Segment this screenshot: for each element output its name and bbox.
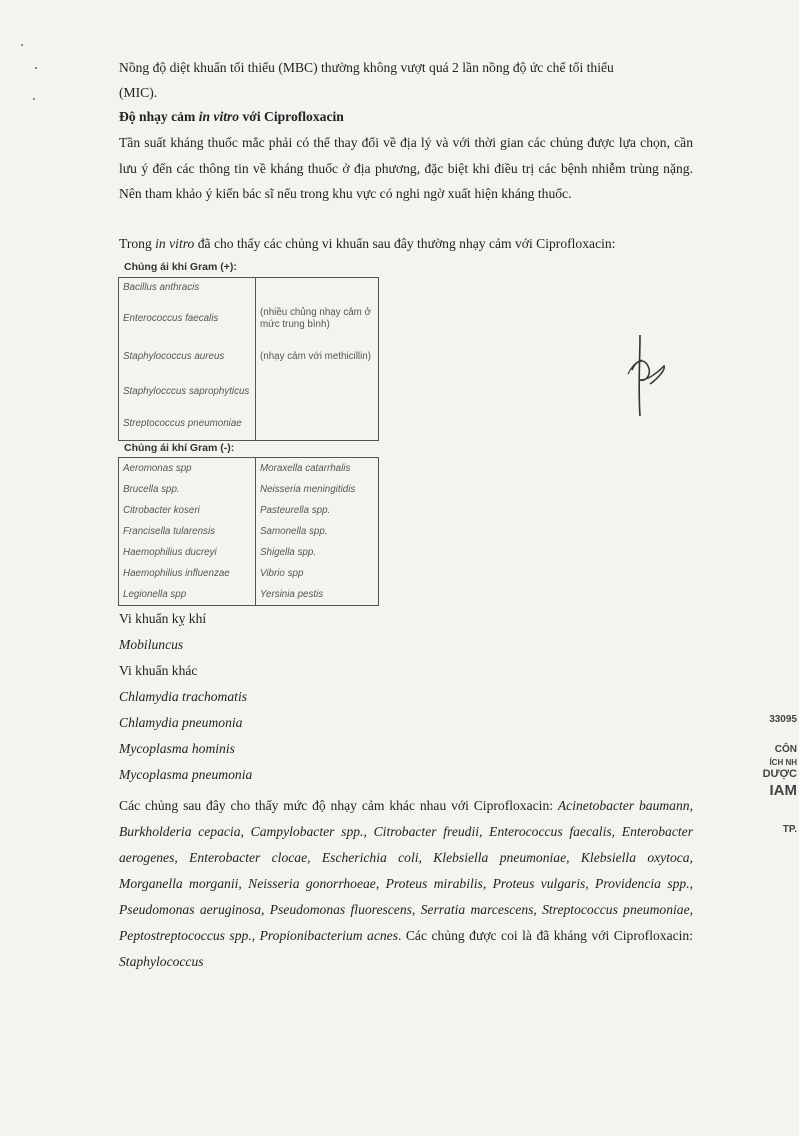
margin-mark [33,98,35,100]
species-last: Staphylococcus [119,954,204,969]
species-cell: Enterococcus faecalis [119,299,256,339]
heading-text-end: với Ciprofloxacin [239,109,344,124]
signature-mark [622,330,682,420]
table-row [119,339,379,375]
gram-positive-table [118,277,379,441]
anaerobe-item: Mobiluncus [119,637,184,652]
species-cell: Staphylocccus saprophyticus [119,375,256,409]
species-cell: Legionella spp [119,584,256,606]
species-cell: Aeromonas spp [119,458,256,480]
species-cell: Pasteurella spp. [260,504,331,516]
gram-negative-caption: Chủng ái khí Gram (-): [124,442,235,454]
species-cell: Vibrio spp [260,567,304,579]
section-heading [119,109,344,125]
note-cell [256,375,379,409]
mbc-sentence-end: (MIC). [119,85,158,100]
table-row [119,409,379,441]
species-cell: Brucella spp. [119,479,256,500]
species-cell: Bacillus anthracis [119,278,256,299]
intro-text-end: đã cho thấy các chủng vi khuẩn sau đây thường nhạy cảm với Ciprofloxacin: [194,236,616,251]
resistance-paragraph: Tần suất kháng thuốc mắc phải có thể thay đổi về địa lý và với thời gian các chủng được lựa chọn, cần lưu ý đến các thông tin về kháng thuốc ở địa phương, đặc biệt khi điều trị các bệnh nhiễm trùng nặng. Nên tham khảo ý kiến bác sĩ nếu trong khu vực có nghi ngờ xuất hiện kháng thuốc. [119,135,693,201]
stamp-text: IAM [769,782,797,799]
species-list: Acinetobacter baumann, Burkholderia cepacia, Campylobacter spp., Citrobacter freudii, Enterococcus faecalis, Enterobacter aerogenes, Enterobacter clocae, Escherichia coli, Klebsiella pneumoniae, Klebsiella oxytoca, Morganella morganii, Neisseria gonorrhoeae, Proteus mirabilis, Proteus vulgaris, Providencia spp., Pseudomonas aeruginosa, Pseudomonas fluorescens, Serratia marcescens, Streptococcus pneumoniae, Peptostreptococcus spp., Propionibacterium acnes [119,798,693,943]
species-cell: Samonella spp. [260,525,328,537]
para-text: Các chủng sau đây cho thấy mức độ nhạy cảm khác nhau với Ciprofloxacin: [119,798,558,813]
other-item: Mycoplasma pneumonia [119,767,253,782]
stamp-text: ÍCH NH [769,758,797,767]
stamp-text: 33095 [769,714,797,725]
note-cell [256,409,379,441]
other-item: Chlamydia trachomatis [119,689,248,704]
stamp-fragment [761,706,799,896]
intro-text: Trong [119,236,156,251]
in-vitro-intro [119,236,615,252]
other-item: Chlamydia pneumonia [119,715,243,730]
note-cell [256,278,379,299]
table-row [119,521,379,542]
variable-sensitivity-paragraph [119,793,693,975]
species-cell: Streptococcus pneumoniae [119,409,256,441]
table-row [119,458,379,480]
para-text-mid: . Các chủng được coi là đã kháng với Ciprofloxacin: [397,928,693,943]
mbc-sentence: Nồng độ diệt khuẩn tối thiểu (MBC) thường không vượt quá 2 lần nồng độ ức chế tối thiểu [119,60,614,75]
table-row [119,563,379,584]
species-cell: Haemophilius influenzae [119,563,256,584]
table-row [119,500,379,521]
other-item: Mycoplasma hominis [119,741,235,756]
heading-italic: in vitro [198,109,240,124]
table-row [119,278,379,299]
species-cell: Haemophilius ducreyi [119,542,256,563]
stamp-text: DƯỢC [762,768,797,780]
margin-mark [35,67,37,69]
heading-text: Độ nhạy cảm [119,109,199,124]
margin-mark [21,44,23,46]
species-cell: Citrobacter koseri [119,500,256,521]
stamp-text: CÔN [774,744,797,755]
table-row [119,584,379,606]
species-cell: Neisseria meningitidis [260,483,356,495]
other-heading: Vi khuẩn khác [119,663,198,678]
species-cell: Shigella spp. [260,546,317,558]
table-row [119,479,379,500]
note-cell: (nhiều chủng nhạy cảm ở mức trung bình) [260,306,371,330]
note-cell: (nhạy cảm với methicillin) [260,350,371,362]
species-cell: Francisella tularensis [119,521,256,542]
gram-positive-caption: Chủng ái khí Gram (+): [124,261,237,273]
gram-negative-table [118,457,379,606]
species-cell: Moraxella catarrhalis [260,462,351,474]
species-cell: Yersinia pestis [260,588,324,600]
species-cell: Staphylococcus aureus [119,339,256,375]
table-row [119,375,379,409]
anaerobe-heading: Vi khuẩn kỵ khí [119,611,207,626]
table-row [119,542,379,563]
stamp-text: TP. [782,824,797,835]
table-row [119,299,379,339]
intro-italic: in vitro [155,236,195,251]
